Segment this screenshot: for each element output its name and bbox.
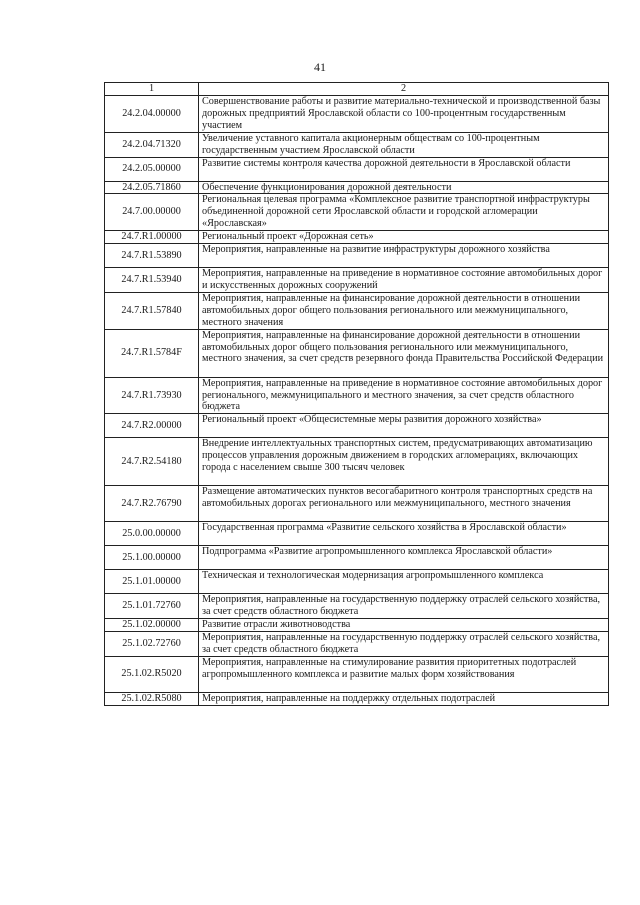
table-row bbox=[105, 486, 609, 522]
row-description: Мероприятия, направленные на государственную поддержку отраслей сельского хозяйства, за счет средств областного бюджета bbox=[199, 594, 609, 619]
row-description: Мероприятия, направленные на стимулирование развития приоритетных подотраслей агропромышленного комплекса и развитие малых форм хозяйствования bbox=[199, 656, 609, 692]
table-row bbox=[105, 522, 609, 546]
table-row bbox=[105, 231, 609, 244]
table-row bbox=[105, 268, 609, 293]
row-code: 24.2.04.71320 bbox=[105, 132, 199, 157]
table-row bbox=[105, 132, 609, 157]
row-code: 25.1.02.R5020 bbox=[105, 656, 199, 692]
row-code: 25.1.02.R5080 bbox=[105, 692, 199, 705]
row-code: 24.7.00.00000 bbox=[105, 194, 199, 231]
row-code: 24.7.R1.00000 bbox=[105, 231, 199, 244]
row-code: 24.7.R2.54180 bbox=[105, 438, 199, 486]
row-description: Мероприятия, направленные на приведение в нормативное состояние автомобильных дорог и искусственных дорожных сооружений bbox=[199, 268, 609, 293]
table-row bbox=[105, 619, 609, 632]
row-description: Обеспечение функционирования дорожной деятельности bbox=[199, 181, 609, 194]
row-code: 24.7.R1.53890 bbox=[105, 244, 199, 268]
row-code: 25.0.00.00000 bbox=[105, 522, 199, 546]
table-row bbox=[105, 194, 609, 231]
table-row bbox=[105, 157, 609, 181]
table-row bbox=[105, 546, 609, 570]
row-description: Подпрограмма «Развитие агропромышленного комплекса Ярославской области» bbox=[199, 546, 609, 570]
table-row bbox=[105, 570, 609, 594]
row-description: Увеличение уставного капитала акционерным обществам со 100-процентным государственным участием Ярославской области bbox=[199, 132, 609, 157]
row-description: Техническая и технологическая модернизация агропромышленного комплекса bbox=[199, 570, 609, 594]
row-description: Мероприятия, направленные на финансирование дорожной деятельности в отношении автомобильных дорог общего пользования регионального или межмуниципального, местного значения bbox=[199, 292, 609, 329]
table-row bbox=[105, 632, 609, 657]
row-code: 24.7.R1.73930 bbox=[105, 377, 199, 414]
row-code: 25.1.00.00000 bbox=[105, 546, 199, 570]
row-code: 25.1.01.72760 bbox=[105, 594, 199, 619]
row-code: 24.7.R1.5784F bbox=[105, 329, 199, 377]
budget-code-table bbox=[104, 82, 609, 706]
row-code: 25.1.02.72760 bbox=[105, 632, 199, 657]
row-code: 24.2.04.00000 bbox=[105, 96, 199, 133]
table-row bbox=[105, 181, 609, 194]
row-description: Развитие системы контроля качества дорожной деятельности в Ярославской области bbox=[199, 157, 609, 181]
table-row bbox=[105, 438, 609, 486]
table-row bbox=[105, 329, 609, 377]
row-description: Мероприятия, направленные на поддержку отдельных подотраслей bbox=[199, 692, 609, 705]
table-row bbox=[105, 96, 609, 133]
row-description: Совершенствование работы и развитие материально-технической и производственной базы дорожных предприятий Ярославской области со 100-процентным государственным участием bbox=[199, 96, 609, 133]
row-description: Региональная целевая программа «Комплексное развитие транспортной инфраструктуры объединенной дорожной сети Ярославской области и городской агломерации «Ярославская» bbox=[199, 194, 609, 231]
table-header-row bbox=[105, 83, 609, 96]
table-row bbox=[105, 244, 609, 268]
table-body bbox=[105, 96, 609, 706]
row-description: Развитие отрасли животноводства bbox=[199, 619, 609, 632]
table-row bbox=[105, 414, 609, 438]
row-description: Региональный проект «Общесистемные меры развития дорожного хозяйства» bbox=[199, 414, 609, 438]
row-description: Внедрение интеллектуальных транспортных систем, предусматривающих автоматизацию процессов управления дорожным движением в городских агломерациях, включающих города с населением свыше 300 тысяч человек bbox=[199, 438, 609, 486]
table-row bbox=[105, 656, 609, 692]
table-row bbox=[105, 377, 609, 414]
row-code: 24.7.R2.76790 bbox=[105, 486, 199, 522]
column-header-description: 2 bbox=[199, 83, 609, 96]
row-code: 24.2.05.00000 bbox=[105, 157, 199, 181]
row-description: Государственная программа «Развитие сельского хозяйства в Ярославской области» bbox=[199, 522, 609, 546]
table-row bbox=[105, 692, 609, 705]
row-code: 24.7.R1.57840 bbox=[105, 292, 199, 329]
row-description: Региональный проект «Дорожная сеть» bbox=[199, 231, 609, 244]
row-description: Мероприятия, направленные на развитие инфраструктуры дорожного хозяйства bbox=[199, 244, 609, 268]
row-code: 25.1.01.00000 bbox=[105, 570, 199, 594]
row-description: Мероприятия, направленные на государственную поддержку отраслей сельского хозяйства, за счет средств областного бюджета bbox=[199, 632, 609, 657]
table-row bbox=[105, 594, 609, 619]
row-description: Мероприятия, направленные на финансирование дорожной деятельности в отношении автомобильных дорог общего пользования регионального или межмуниципального, местного значения, за счет средств резервного фонда Правительства Российской Федерации bbox=[199, 329, 609, 377]
table-row bbox=[105, 292, 609, 329]
row-description: Размещение автоматических пунктов весогабаритного контроля транспортных средств на автомобильных дорогах регионального или межмуниципального, местного значения bbox=[199, 486, 609, 522]
column-header-code: 1 bbox=[105, 83, 199, 96]
row-code: 24.7.R1.53940 bbox=[105, 268, 199, 293]
row-code: 25.1.02.00000 bbox=[105, 619, 199, 632]
row-code: 24.2.05.71860 bbox=[105, 181, 199, 194]
row-code: 24.7.R2.00000 bbox=[105, 414, 199, 438]
row-description: Мероприятия, направленные на приведение в нормативное состояние автомобильных дорог регионального, межмуниципального и местного значения, за счет средств областного бюджета bbox=[199, 377, 609, 414]
page-number: 41 bbox=[314, 60, 326, 74]
